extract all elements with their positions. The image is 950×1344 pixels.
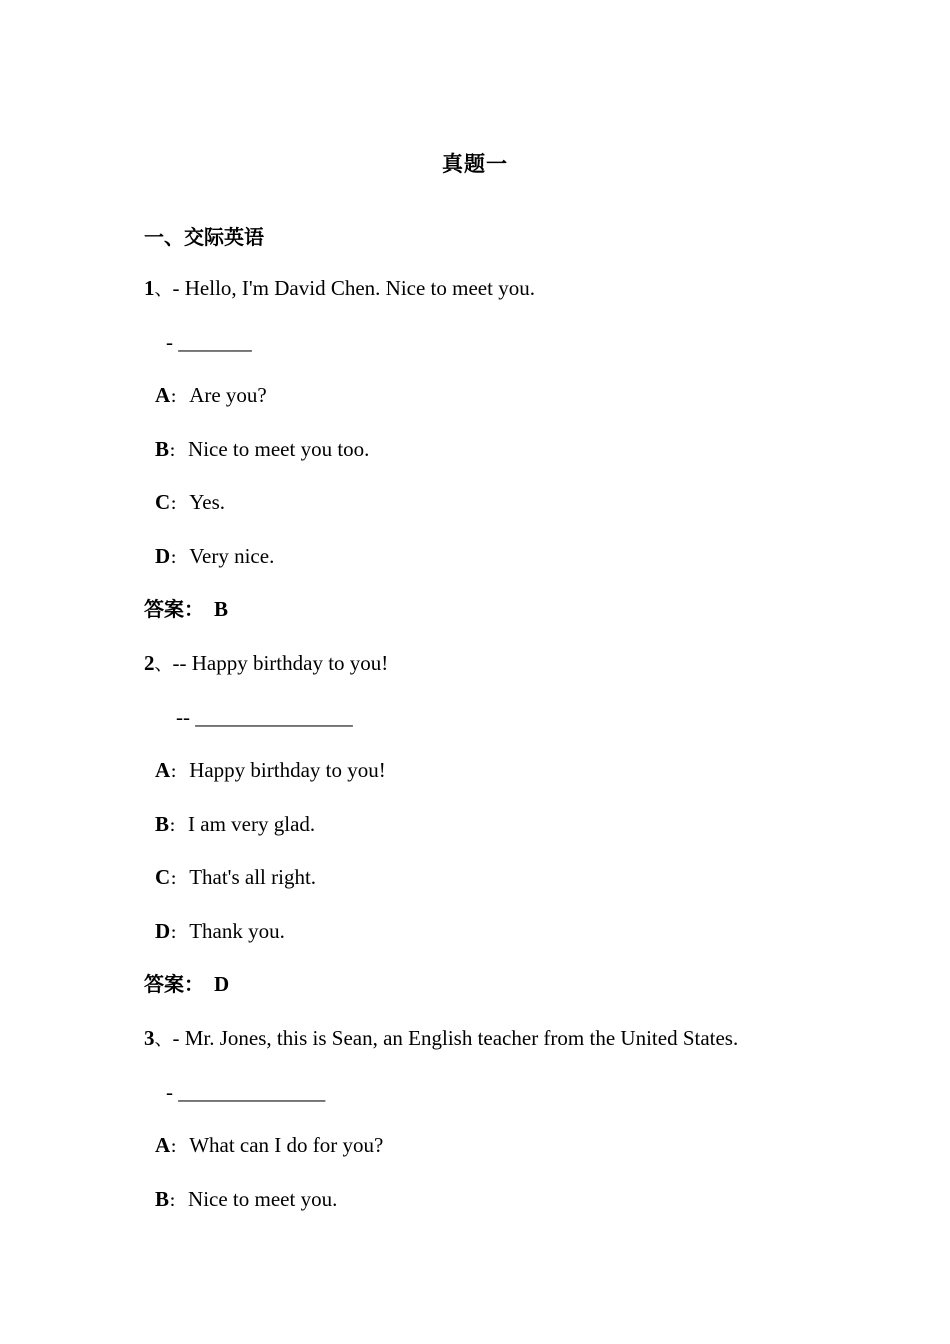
- answer-blank: -- _______________: [176, 705, 353, 729]
- option-text: I am very glad.: [188, 812, 316, 836]
- answer-label: 答案：: [144, 597, 204, 621]
- option-letter: B: [155, 1187, 170, 1211]
- question-prompt: -- Happy birthday to you!: [172, 651, 389, 675]
- answer-value: D: [214, 972, 230, 996]
- option-letter: D: [155, 544, 171, 568]
- answer-blank: - _______: [166, 330, 252, 354]
- option-colon: ：: [169, 817, 185, 835]
- option-a: [155, 756, 386, 786]
- option-colon: ：: [169, 1192, 185, 1210]
- question-prompt: - Mr. Jones, this is Sean, an English teacher from the United States.: [172, 1026, 739, 1050]
- option-text: Thank you.: [189, 919, 285, 943]
- option-colon: ：: [170, 495, 186, 513]
- question-separator: 、: [154, 1029, 173, 1050]
- answer-blank: - ______________: [166, 1080, 326, 1104]
- option-c: [155, 488, 225, 518]
- question-3: [144, 1024, 738, 1054]
- option-text: Very nice.: [189, 544, 275, 568]
- option-a: [155, 381, 267, 411]
- question-separator: 、: [154, 279, 173, 300]
- option-text: Nice to meet you.: [188, 1187, 338, 1211]
- option-colon: ：: [170, 1138, 186, 1156]
- answer-line: [144, 595, 228, 623]
- option-letter: A: [155, 383, 171, 407]
- option-colon: ：: [169, 442, 185, 460]
- option-b: [155, 435, 369, 465]
- answer-line: [144, 970, 229, 998]
- option-colon: ：: [170, 388, 186, 406]
- option-letter: D: [155, 919, 171, 943]
- option-colon: ：: [170, 924, 186, 942]
- option-text: What can I do for you?: [189, 1133, 384, 1157]
- option-colon: ：: [170, 549, 186, 567]
- option-colon: ：: [170, 870, 186, 888]
- option-text: That's all right.: [189, 865, 317, 889]
- question-separator: 、: [154, 654, 173, 675]
- option-text: Yes.: [189, 490, 225, 514]
- question-number: 3: [144, 1026, 155, 1050]
- option-d: [155, 542, 274, 572]
- option-b: [155, 1185, 337, 1215]
- option-d: [155, 917, 285, 947]
- option-b: [155, 810, 315, 840]
- option-letter: C: [155, 490, 171, 514]
- option-text: Are you?: [189, 383, 267, 407]
- question-number: 2: [144, 651, 155, 675]
- question-1: [144, 274, 535, 304]
- option-text: Nice to meet you too.: [188, 437, 370, 461]
- answer-value: B: [214, 597, 229, 621]
- question-number: 1: [144, 276, 155, 300]
- option-letter: A: [155, 1133, 171, 1157]
- option-letter: B: [155, 812, 170, 836]
- option-letter: A: [155, 758, 171, 782]
- option-a: [155, 1131, 383, 1161]
- option-c: [155, 863, 316, 893]
- answer-label: 答案：: [144, 972, 204, 996]
- section-heading: 一、交际英语: [144, 225, 264, 249]
- question-2: [144, 649, 388, 679]
- question-prompt: - Hello, I'm David Chen. Nice to meet you.: [172, 276, 535, 300]
- option-colon: ：: [170, 763, 186, 781]
- option-letter: B: [155, 437, 170, 461]
- page-title: 真题一: [442, 152, 508, 176]
- option-letter: C: [155, 865, 171, 889]
- option-text: Happy birthday to you!: [189, 758, 386, 782]
